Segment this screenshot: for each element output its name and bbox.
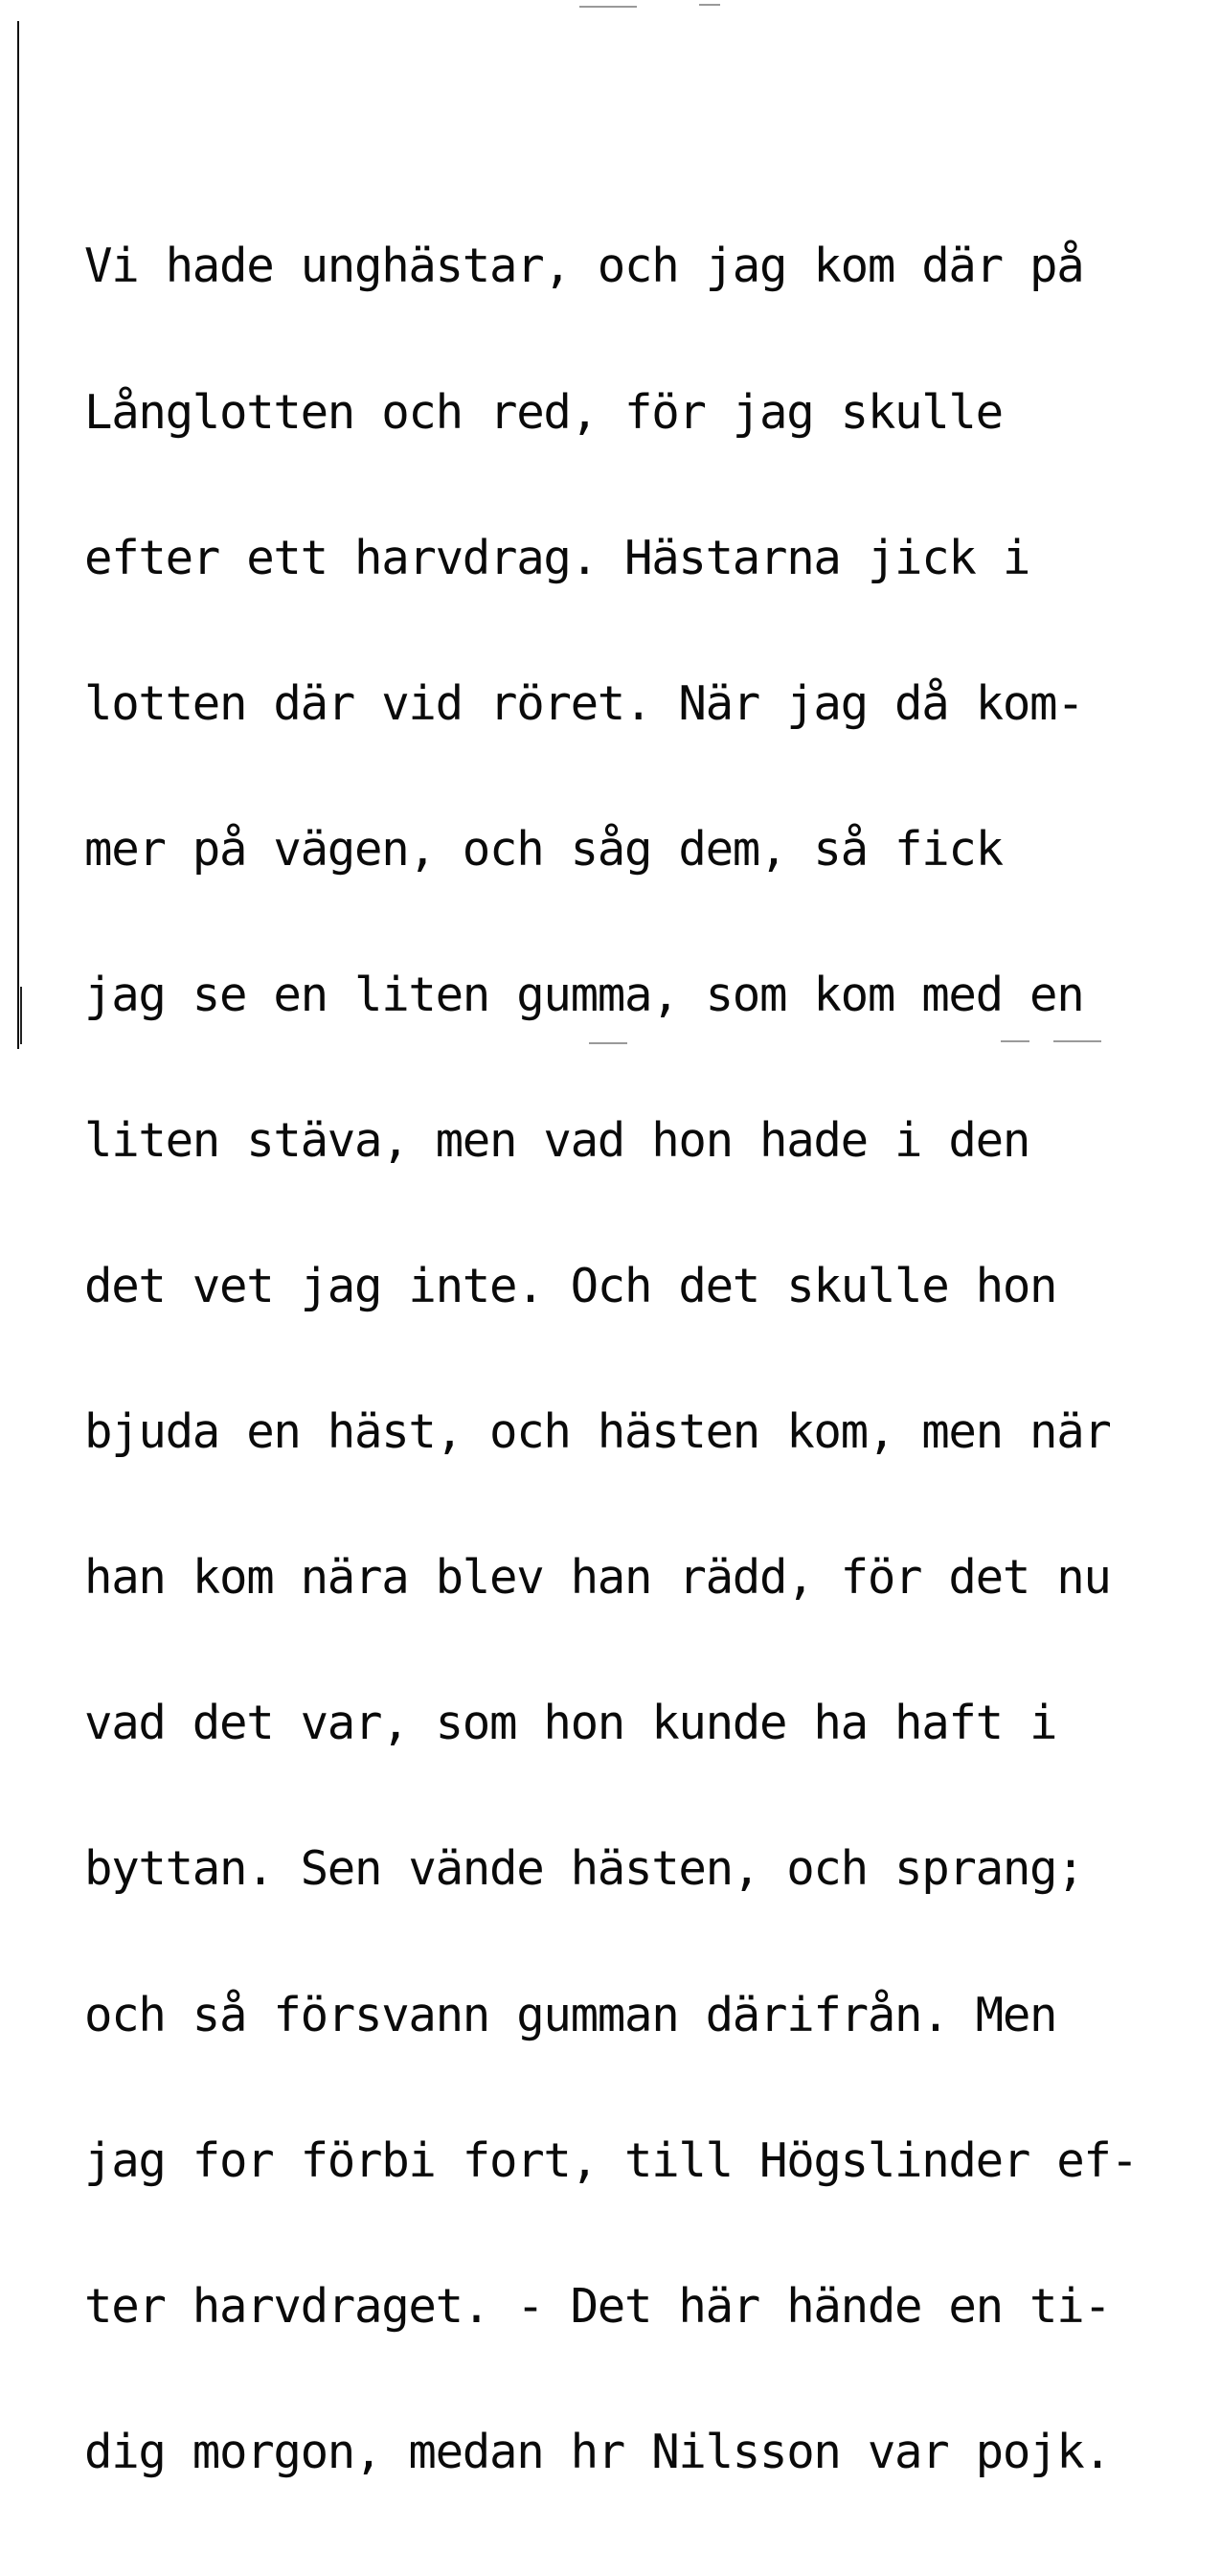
text-line: det vet jag inte. Och det skulle hon — [84, 1259, 1057, 1314]
text-line: Vi hade unghästar, och jag kom där på — [84, 239, 1084, 294]
text-line: efter ett harvdrag. Hästarna jick i — [84, 530, 1030, 585]
text-line: han kom nära blev han rädd, för det nu — [84, 1550, 1111, 1606]
text-line: jag for förbi fort, till Högslinder ef- — [84, 2132, 1138, 2188]
scan-speck — [579, 6, 637, 8]
text-line: mer på vägen, och såg dem, så fick — [84, 821, 1003, 877]
left-margin-line — [17, 21, 19, 1049]
text-line: liten stäva, men vad hon hade i den — [84, 1112, 1030, 1168]
text-line: Långlotten och red, för jag skulle — [84, 384, 1003, 440]
text-line: bjuda en häst, och hästen kom, men när — [84, 1404, 1111, 1460]
typed-text-block — [84, 146, 1138, 2574]
text-line: och så försvann gumman därifrån. Men — [84, 1987, 1057, 2042]
text-line: dig morgon, medan hr Nilsson var pojk. — [84, 2424, 1111, 2479]
left-margin-line-lower — [20, 987, 22, 1044]
text-line: jag se en liten gumma, som kom med en — [84, 967, 1084, 1022]
text-line: byttan. Sen vände hästen, och sprang; — [84, 1841, 1084, 1897]
text-line: ter harvdraget. - Det här hände en ti- — [84, 2278, 1111, 2334]
scan-speck — [699, 4, 720, 6]
text-line: vad det var, som hon kunde ha haft i — [84, 1696, 1057, 1751]
text-line: lotten där vid röret. När jag då kom- — [84, 675, 1084, 731]
